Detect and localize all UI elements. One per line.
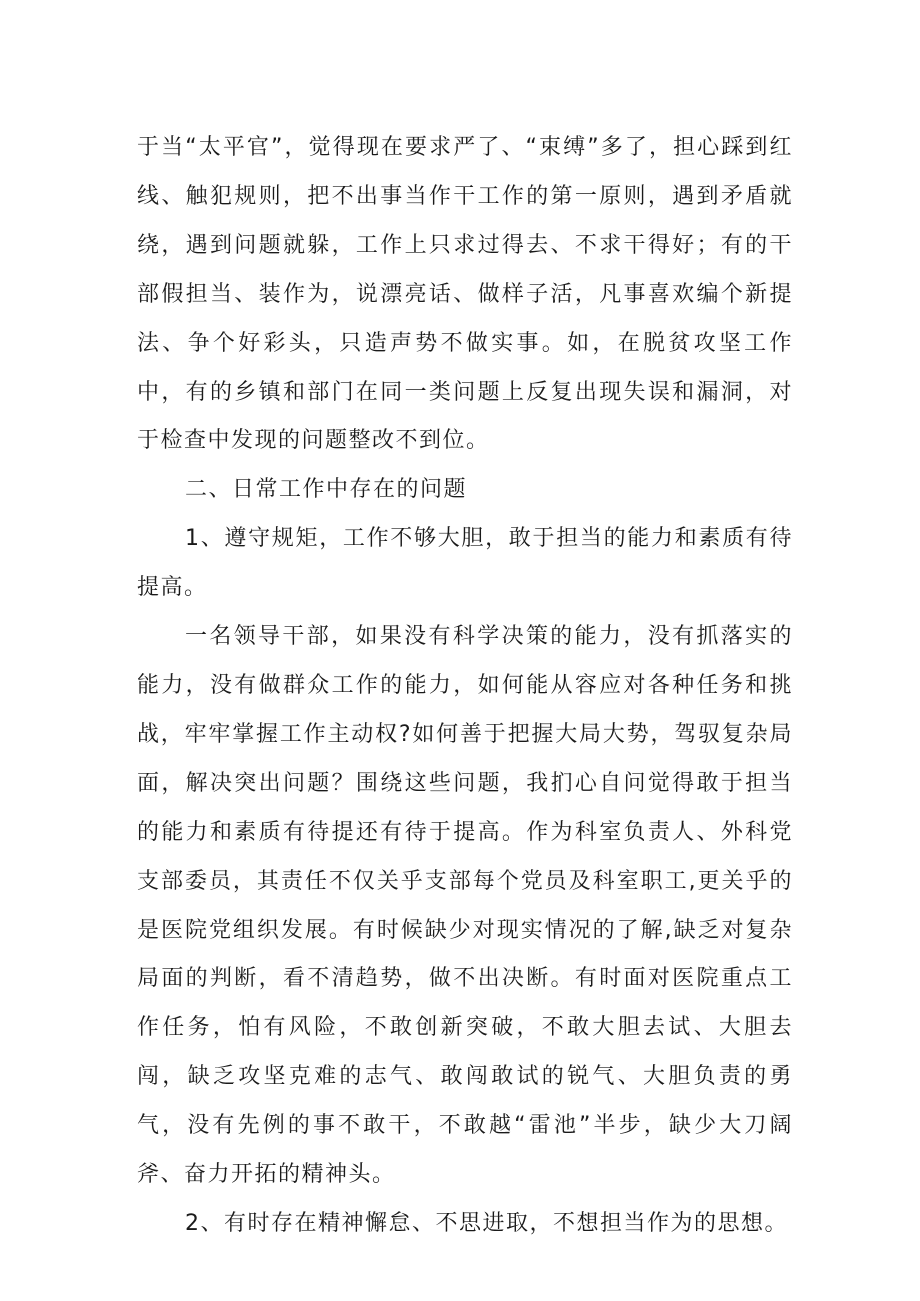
subsection-heading-1: 1、遵守规矩，工作不够大胆，敢于担当的能力和素质有待提高。 [137,526,793,601]
section-heading: 二、日常工作中存在的问题 [185,477,468,503]
subsection-heading-2: 2、有时存在精神懈怠、不思进取，不想担当作为的思想。 [185,1210,788,1236]
paragraph-continuation: 于当“太平官”，觉得现在要求严了、“束缚”多了，担心踩到红线、触犯规则，把不出事当作干工作的第一原则，遇到矛盾就绕，遇到问题就躲，工作上只求过得去、不求干得好；有的干部假担当、装作为，说漂亮话、做样子活，凡事喜欢编个新提法、争个好彩头，只造声势不做实事。如，在脱贫攻坚工作中，有的乡镇和部门在同一类问题上反复出现失误和漏洞，对于检查中发现的问题整改不到位。 [137,135,793,454]
paragraph-body: 一名领导干部，如果没有科学决策的能力，没有抓落实的能力，没有做群众工作的能力，如何能从容应对各种任务和挑战，牢牢掌握工作主动权?如何善于把握大局大势，驾驭复杂局面，解决突出问题？围绕这些问题，我扪心自问觉得敢于担当的能力和素质有待提还有待于提高。作为科室负责人、外科党支部委员，其责任不仅关乎支部每个党员及科室职工,更关乎的是医院党组织发展。有时候缺少对现实情况的了解,缺乏对复杂局面的判断，看不清趋势，做不出决断。有时面对医院重点工作任务，怕有风险，不敢创新突破，不敢大胆去试、大胆去闯，缺乏攻坚克难的志气、敢闯敢试的锐气、大胆负责的勇气，没有先例的事不敢干，不敢越“雷池”半步，缺少大刀阔斧、奋力开拓的精神头。 [137,624,793,1188]
document-body [137,124,793,1249]
